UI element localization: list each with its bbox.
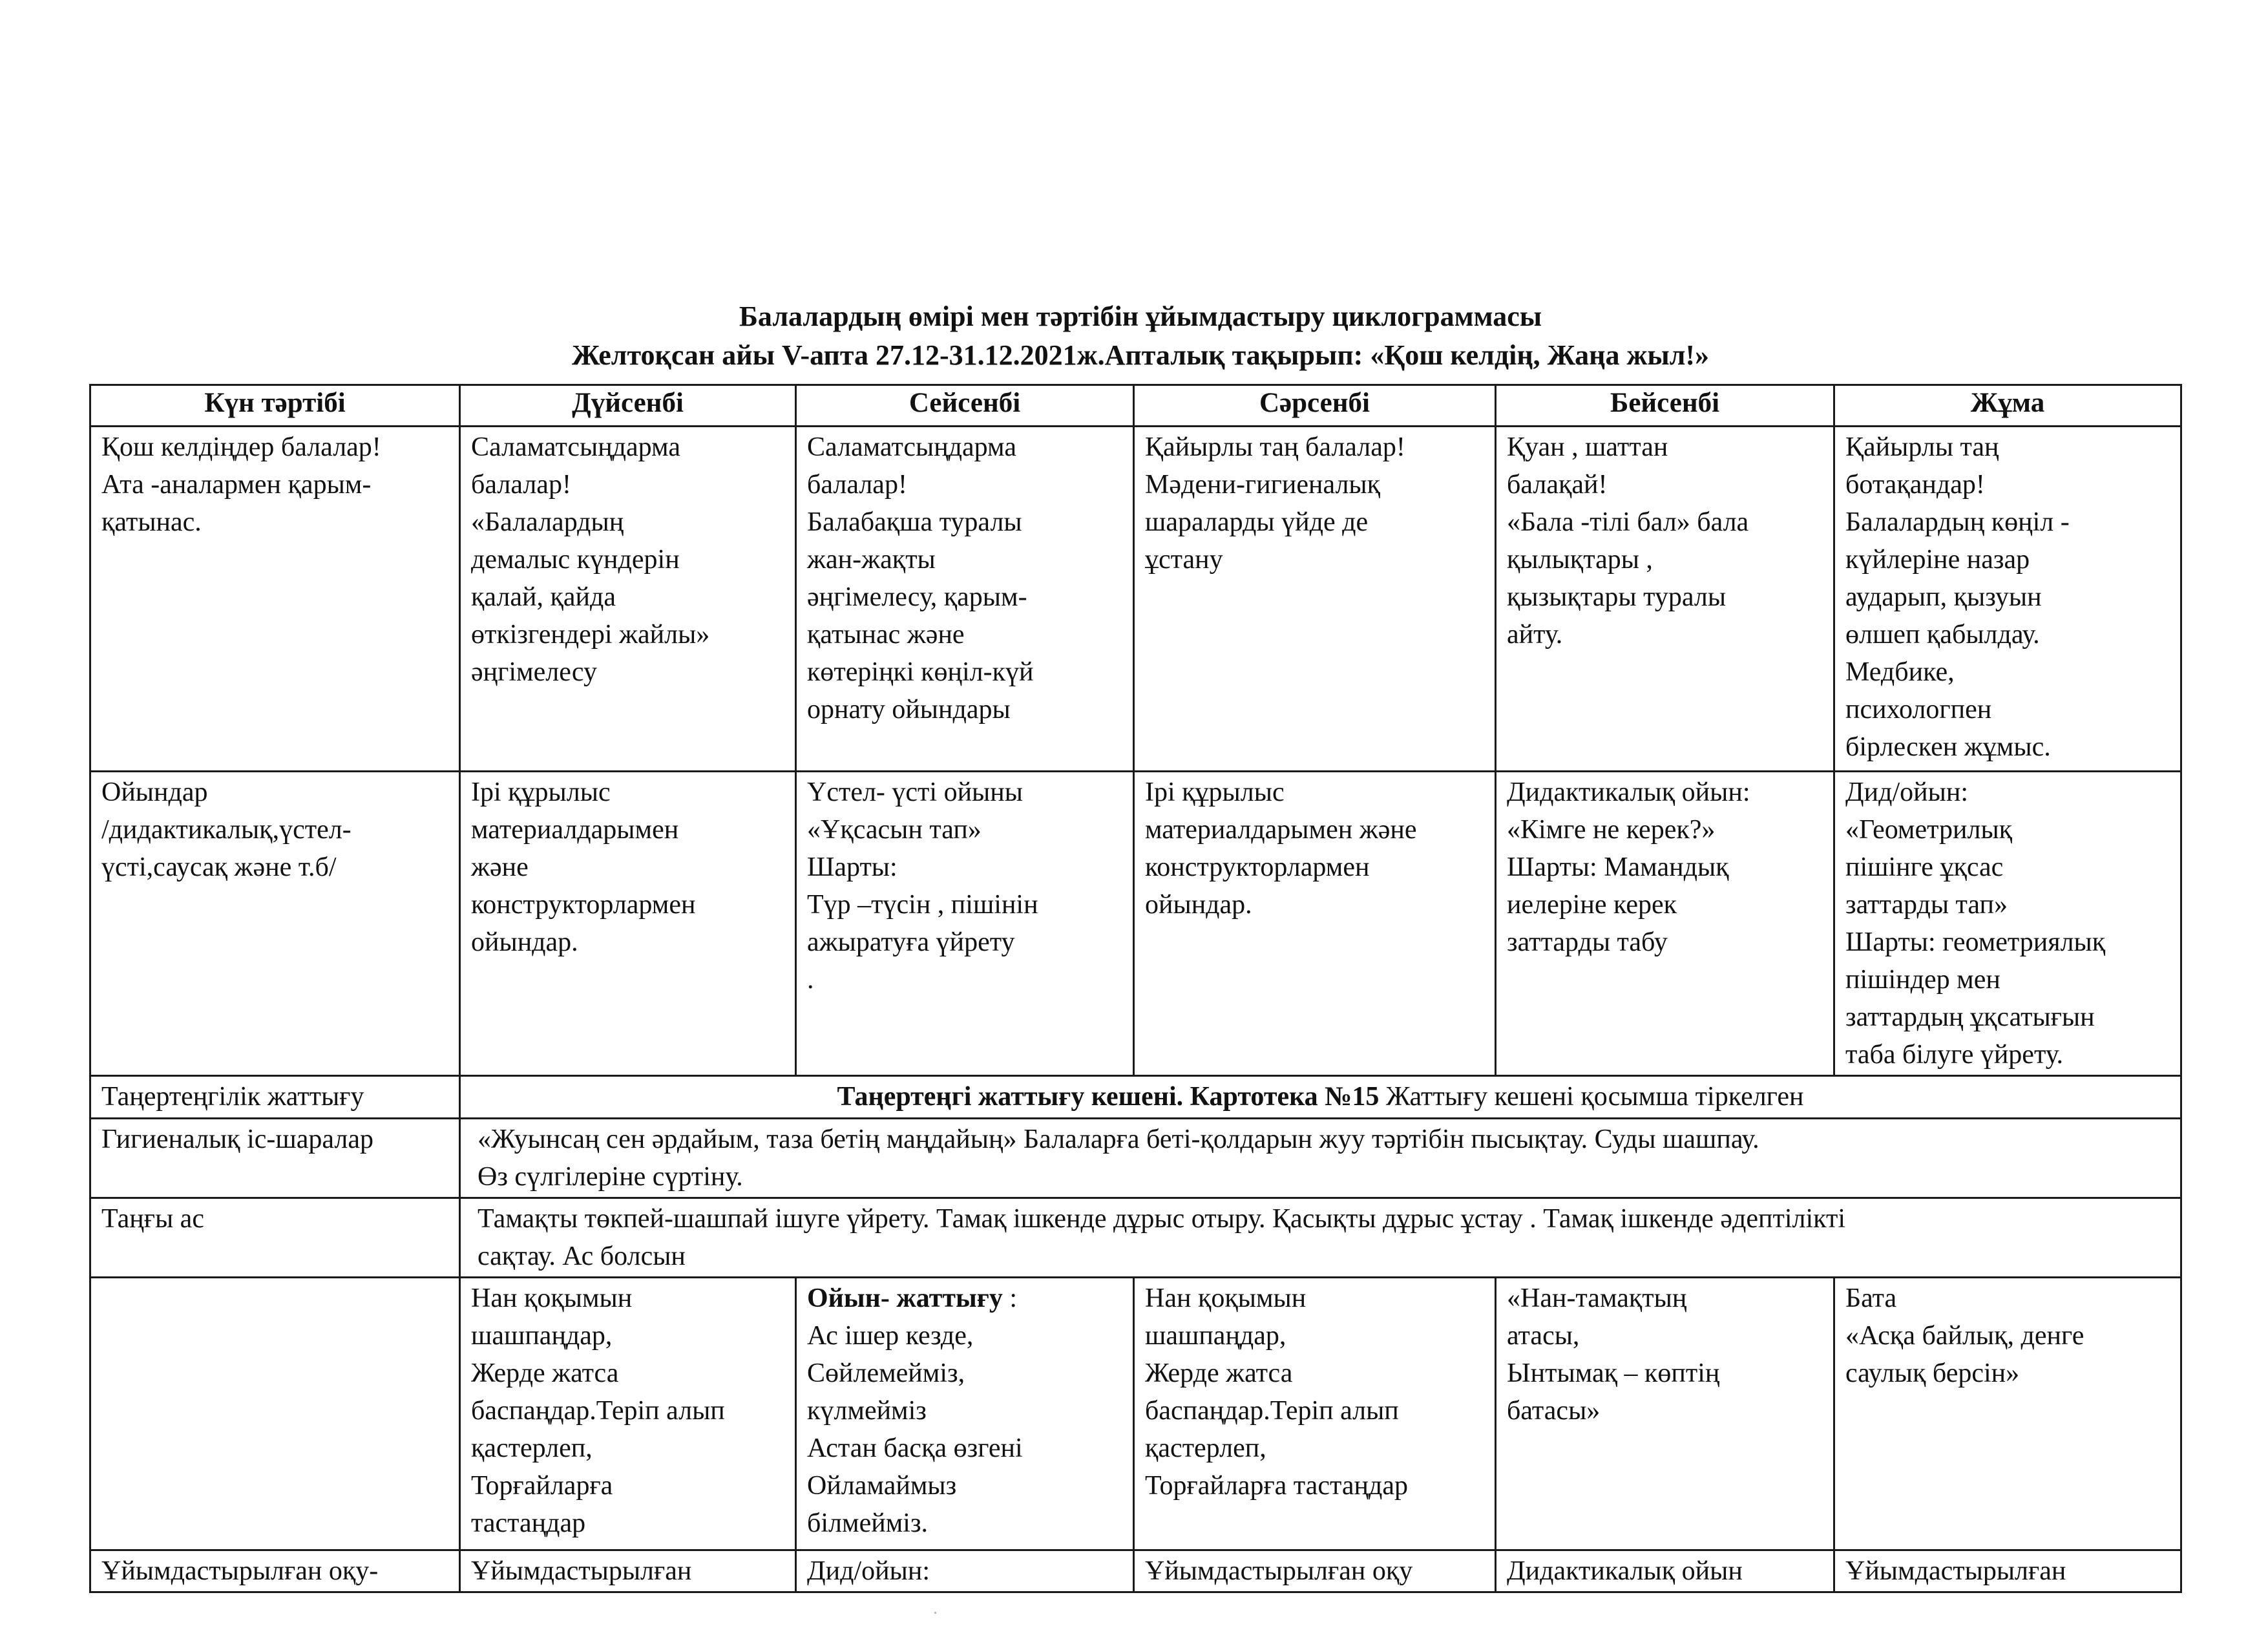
cell-line: таба білуге үйрету. [1845, 1040, 2064, 1070]
cell-lines [807, 1317, 1122, 1542]
cell-line: орнату ойындары [807, 695, 1011, 724]
scan-speck [934, 1612, 936, 1614]
cell-line: әңгімелесу [471, 657, 597, 687]
cell-line: қалай, қайда [471, 582, 616, 612]
row-label: Таңертеңгілік жаттығу [90, 1076, 460, 1119]
table-row-organized-learning [90, 1550, 2181, 1592]
cell-friday [1834, 427, 2181, 772]
cell-line: сақтау. Ас болсын [478, 1241, 686, 1271]
cell-line: Дид/ойын: [1845, 777, 1969, 807]
cell-line: конструкторлармен [1145, 852, 1370, 882]
cell-line: саулық берсін» [1845, 1358, 2020, 1388]
cell-line: Шарты: геометриялық [1845, 927, 2106, 957]
row-label [90, 772, 460, 1076]
schedule-table [89, 384, 2182, 1593]
cell-line: Ірі құрылыс [1145, 777, 1285, 807]
cell-thursday [1496, 1278, 1834, 1550]
cell-thursday [1496, 427, 1834, 772]
cell-line: Ынтымақ – көптің [1507, 1358, 1720, 1388]
row-label: Таңғы ас [90, 1198, 460, 1278]
span-text: Жаттығу кешені қосымша тіркелген [1379, 1082, 1804, 1112]
table-row-morning-exercise [90, 1076, 2181, 1119]
row-label [90, 1278, 460, 1550]
cell-line: Балалардың көңіл - [1845, 507, 2070, 537]
cell-line: шашпаңдар, [471, 1321, 613, 1351]
cell-line: әңгімелесу, қарым- [807, 582, 1027, 612]
cell-wednesday [1134, 772, 1496, 1076]
cell-line: Ойламаймыз [807, 1471, 957, 1501]
cell-line: ботақандар! [1845, 470, 1985, 500]
cell-heading: Ойын- жаттығу [807, 1284, 1003, 1313]
cell-line: жан-жақты [807, 545, 936, 575]
cell-line: «Бала -тілі бал» бала [1507, 507, 1749, 537]
cell-line: және [471, 852, 529, 882]
cell-line: Ойындар [101, 777, 208, 807]
cell-line: материалдарымен және [1145, 815, 1417, 845]
cell-line: Жерде жатса [1145, 1358, 1293, 1388]
cell-line: Ата -аналармен қарым- [101, 470, 372, 500]
cell-line: конструкторлармен [471, 890, 696, 920]
cell-line: пішіндер мен [1845, 965, 2000, 995]
cell-line: қатынас және [807, 620, 965, 650]
cell-line: заттарды табу [1507, 927, 1668, 957]
row-label [90, 427, 460, 772]
cell-line: баспаңдар.Теріп алып [471, 1396, 725, 1426]
cell-line: «Жуынсаң сен әрдайым, таза бетің маңдайың» Балаларға беті-қолдарын жуу тәртібін пысықтау. Суды шашпау. [478, 1125, 1759, 1154]
cell-line: демалыс күндерін [471, 545, 680, 575]
col-header-schedule: Күн тәртібі [90, 385, 460, 427]
cell-line: аударып, қызуын [1845, 582, 2042, 612]
cell-monday [460, 427, 796, 772]
cell-line: балақай! [1507, 470, 1608, 500]
col-header-thursday: Бейсенбі [1496, 385, 1834, 427]
cell-line: Үстел- үсті ойыны [807, 777, 1023, 807]
cell-line: материалдарымен [471, 815, 679, 845]
cell-line: баспаңдар.Теріп алып [1145, 1396, 1399, 1426]
cell-thursday: Дидактикалық ойын [1496, 1550, 1834, 1592]
cell-tuesday [796, 772, 1134, 1076]
cell-line: Қуан , шаттан [1507, 432, 1668, 462]
cell-line: Дидактикалық ойын: [1507, 777, 1750, 807]
cell-line: балалар! [471, 470, 571, 500]
cell-line: Торғайларға [471, 1471, 613, 1501]
cell-line: атасы, [1507, 1321, 1580, 1351]
cell-tuesday: Дид/ойын: [796, 1550, 1134, 1592]
cell-line: Торғайларға тастаңдар [1145, 1471, 1408, 1501]
cell-line: ажыратуға үйрету [807, 927, 1015, 957]
cell-line: күйлеріне назар [1845, 545, 2030, 575]
span-bold-text: Таңертеңгі жаттығу кешені. Картотека №15 [837, 1082, 1380, 1112]
cell-line: қастерлеп, [1145, 1433, 1266, 1463]
cell-line: заттарды тап» [1845, 890, 2008, 920]
cell-line: Шарты: [807, 852, 898, 882]
cell-line: Ас ішер кезде, [807, 1321, 974, 1351]
cell-monday: Ұйымдастырылған [460, 1550, 796, 1592]
table-row-meal-rhymes [90, 1278, 2181, 1550]
cell-line: ойындар. [1145, 890, 1252, 920]
cell-line: психологпен [1845, 695, 1992, 724]
table-row-hygiene [90, 1119, 2181, 1198]
cell-line: қылықтары , [1507, 545, 1653, 575]
cell-line: Шарты: Мамандық [1507, 852, 1729, 882]
cell-line: Тамақты төкпей-шашпай ішуге үйрету. Тамақ ішкенде дұрыс отыру. Қасықты дұрыс ұстау . Тамақ ішкенде әдептілікті [478, 1204, 1846, 1234]
cell-line: Нан қоқымын [471, 1284, 633, 1313]
cell-line: «Балалардың [471, 507, 624, 537]
cell-line: Нан қоқымын [1145, 1284, 1307, 1313]
cell-line: Жерде жатса [471, 1358, 619, 1388]
cell-line: Қайырлы таң балалар! [1145, 432, 1405, 462]
cell-line: ұстану [1145, 545, 1223, 575]
cell-line: күлмейміз [807, 1396, 927, 1426]
cell-line: балалар! [807, 470, 907, 500]
cell-thursday [1496, 772, 1834, 1076]
cell-line: өлшеп қабылдау. [1845, 620, 2040, 650]
cell-tuesday [796, 1278, 1134, 1550]
cell-line: «Кімге не керек?» [1507, 815, 1716, 845]
cell-line: Мәдени-гигиеналық [1145, 470, 1381, 500]
table-row-greeting [90, 427, 2181, 772]
cell-line: шашпаңдар, [1145, 1321, 1286, 1351]
cell-wednesday [1134, 427, 1496, 772]
cell-line: шараларды үйде де [1145, 507, 1369, 537]
cell-line: Саламатсыңдарма [471, 432, 680, 462]
cell-friday: Ұйымдастырылған [1834, 1550, 2181, 1592]
cell-span [460, 1198, 2181, 1278]
cell-line: ойындар. [471, 927, 578, 957]
cell-line: Қайырлы таң [1845, 432, 1999, 462]
cell-friday [1834, 772, 2181, 1076]
cell-line: өткізгендері жайлы» [471, 620, 710, 650]
cell-wednesday [1134, 1278, 1496, 1550]
col-header-friday: Жұма [1834, 385, 2181, 427]
cell-colon: : [1002, 1284, 1018, 1313]
col-header-monday: Дүйсенбі [460, 385, 796, 427]
cell-tuesday [796, 427, 1134, 772]
cell-line: көтеріңкі көңіл-күй [807, 657, 1034, 687]
cell-line: қастерлеп, [471, 1433, 593, 1463]
cell-line: айту. [1507, 620, 1563, 650]
cell-line: Медбике, [1845, 657, 1955, 687]
cell-line: батасы» [1507, 1396, 1601, 1426]
cell-line: Түр –түсін , пішінін [807, 890, 1038, 920]
cell-monday [460, 1278, 796, 1550]
cell-line: қызықтары туралы [1507, 582, 1727, 612]
header-row [90, 385, 2181, 427]
document-subtitle: Желтоқсан айы V-апта 27.12-31.12.2021ж.Апталық тақырып: «Қош келдің, Жаңа жыл!» [571, 339, 1710, 371]
table-row-breakfast [90, 1198, 2181, 1278]
cell-line: Өз сүлгілеріне сүртіну. [478, 1162, 743, 1192]
cell-span [460, 1076, 2181, 1119]
cell-line: «Геометрилық [1845, 815, 2013, 845]
document-title: Балалардың өмірі мен тәртібін ұйымдастыру циклограммасы [739, 301, 1542, 332]
cell-line: тастаңдар [471, 1508, 586, 1538]
row-label: Ұйымдастырылған оқу- [90, 1550, 460, 1592]
cell-line: Ірі құрылыс [471, 777, 611, 807]
cell-line: Балабақша туралы [807, 507, 1022, 537]
cell-line: Сөйлемейміз, [807, 1358, 965, 1388]
col-header-wednesday: Сәрсенбі [1134, 385, 1496, 427]
cell-line: Саламатсыңдарма [807, 432, 1016, 462]
cell-line: . [807, 965, 814, 995]
cell-line: Астан басқа өзгені [807, 1433, 1023, 1463]
cell-line: Бата [1845, 1284, 1897, 1313]
cell-line: /дидактикалық,үстел- [101, 815, 352, 845]
cell-line: білмейміз. [807, 1508, 929, 1538]
cell-line: заттардың ұқсатығын [1845, 1002, 2095, 1032]
cell-line: үсті,саусақ және т.б/ [101, 852, 337, 882]
cell-line: «Асқа байлық, денге [1845, 1321, 2084, 1351]
col-header-tuesday: Сейсенбі [796, 385, 1134, 427]
cell-line: бірлескен жұмыс. [1845, 732, 2051, 762]
cell-line: пішінге ұқсас [1845, 852, 2004, 882]
cell-line: Қош келдіңдер балалар! [101, 432, 381, 462]
table-row-games [90, 772, 2181, 1076]
cell-span [460, 1119, 2181, 1198]
cell-friday [1834, 1278, 2181, 1550]
row-label: Гигиеналық іс-шаралар [90, 1119, 460, 1198]
cell-monday [460, 772, 796, 1076]
cell-line: иелеріне керек [1507, 890, 1677, 920]
cell-line: қатынас. [101, 507, 202, 537]
cell-line: «Нан-тамақтың [1507, 1284, 1687, 1313]
cell-line: «Ұқсасын тап» [807, 815, 982, 845]
cell-wednesday: Ұйымдастырылған оқу [1134, 1550, 1496, 1592]
